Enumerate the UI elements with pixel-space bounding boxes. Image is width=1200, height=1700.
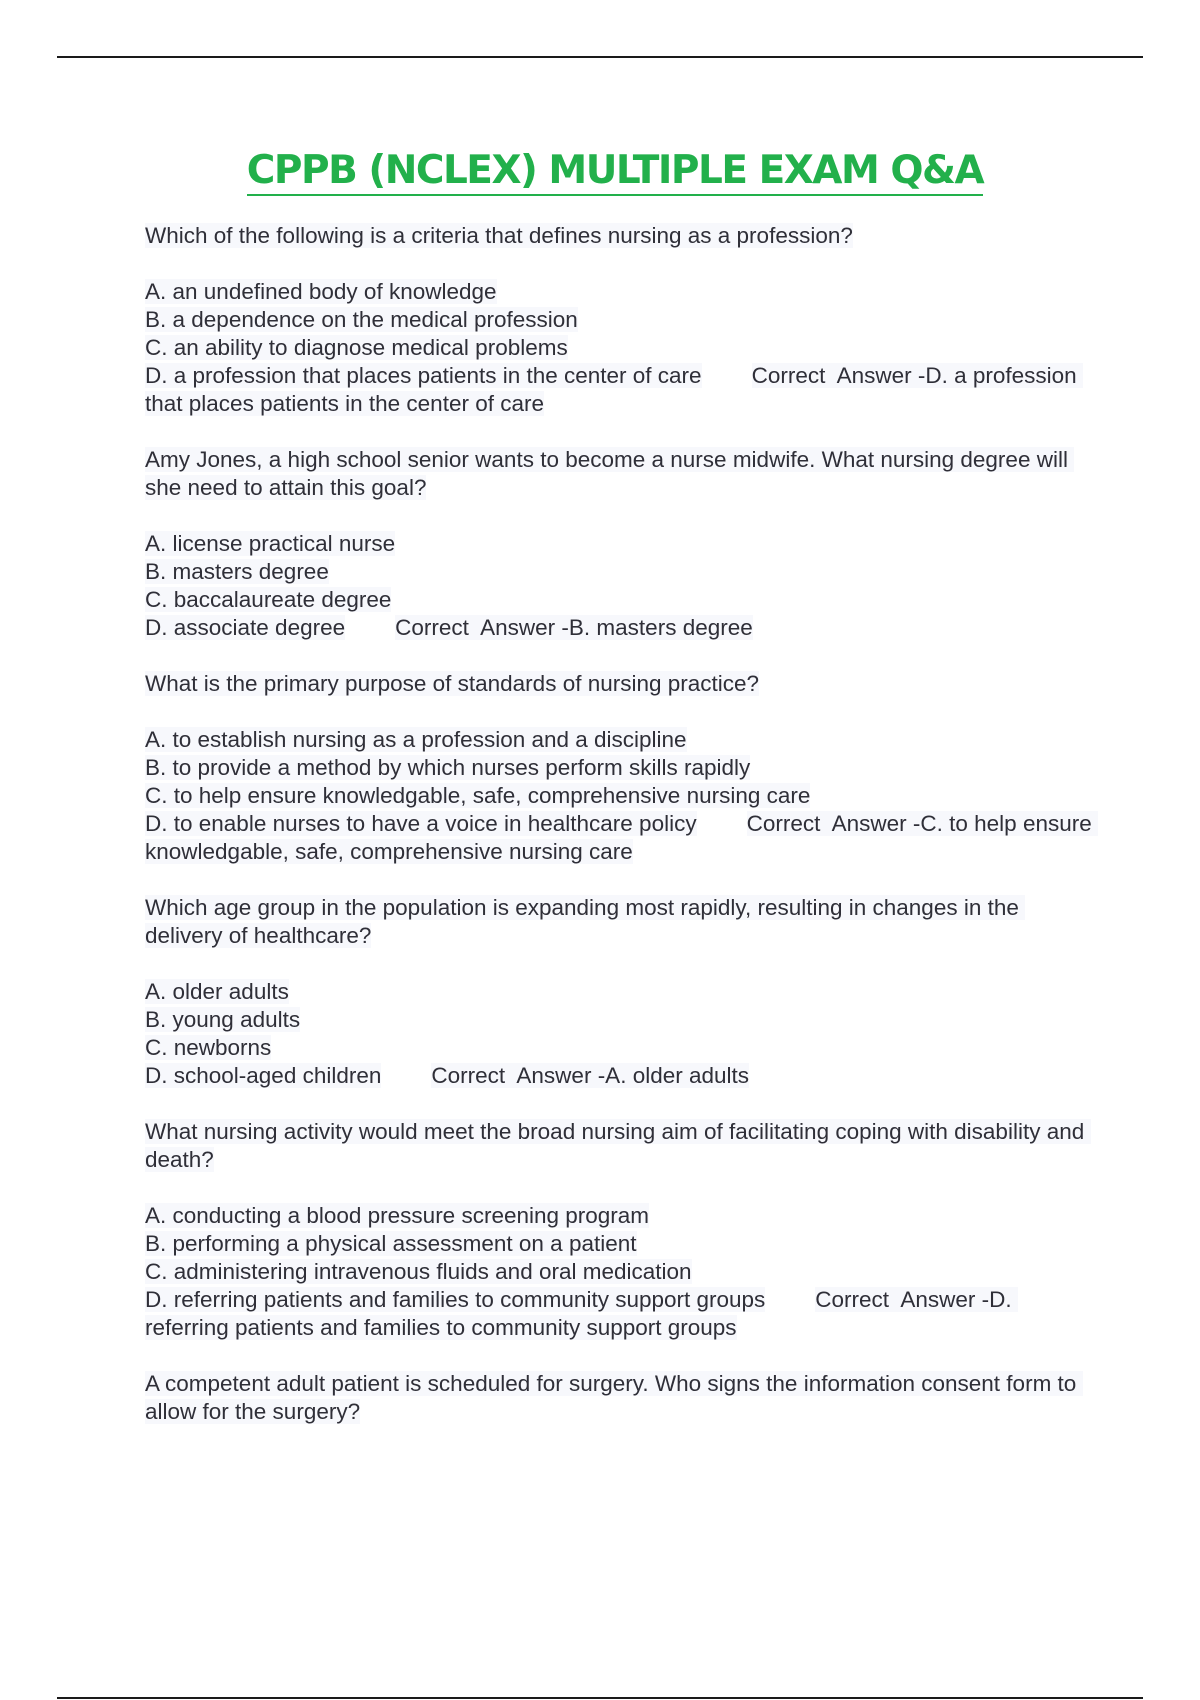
options-list bbox=[145, 726, 1099, 866]
question-text: A competent adult patient is scheduled for surgery. Who signs the information consent form to allow for the surgery? bbox=[145, 1371, 1083, 1424]
qa-item bbox=[145, 894, 1095, 1090]
qa-content bbox=[145, 222, 1099, 1454]
qa-item bbox=[145, 1370, 1095, 1426]
option-d: D. to enable nurses to have a voice in healthcare policy Correct Answer -C. to help ensure knowledgable, safe, comprehensive nursing care bbox=[145, 811, 1099, 864]
header-rule bbox=[57, 56, 1143, 58]
options-list bbox=[145, 1202, 1095, 1342]
correct-answer: Correct Answer -D. referring patients and families to community support groups bbox=[145, 1287, 1018, 1340]
question-text: What nursing activity would meet the broad nursing aim of facilitating coping with disability and death? bbox=[145, 1119, 1091, 1172]
option-a: A. an undefined body of knowledge bbox=[145, 279, 497, 304]
correct-answer: Correct Answer -A. older adults bbox=[431, 1063, 750, 1088]
option-a: A. conducting a blood pressure screening program bbox=[145, 1203, 650, 1228]
qa-item bbox=[145, 670, 1099, 866]
options-list bbox=[145, 278, 1095, 418]
page-title-text: CPPB (NCLEX) MULTIPLE EXAM Q&A bbox=[247, 148, 983, 196]
option-d: D. school-aged children Correct Answer -A. older adults bbox=[145, 1063, 750, 1088]
option-d: D. referring patients and families to community support groups Correct Answer -D. referring patients and families to community support groups bbox=[145, 1287, 1018, 1340]
option-b: B. performing a physical assessment on a patient bbox=[145, 1231, 637, 1256]
qa-item bbox=[145, 222, 1095, 418]
correct-answer: Correct Answer -C. to help ensure knowledgable, safe, comprehensive nursing care bbox=[145, 811, 1099, 864]
qa-item bbox=[145, 446, 1095, 642]
option-c: C. an ability to diagnose medical problems bbox=[145, 335, 568, 360]
correct-answer: Correct Answer -D. a profession that places patients in the center of care bbox=[145, 363, 1083, 416]
option-c: C. baccalaureate degree bbox=[145, 587, 392, 612]
option-c: C. administering intravenous fluids and oral medication bbox=[145, 1259, 692, 1284]
option-d: D. associate degree Correct Answer -B. masters degree bbox=[145, 615, 753, 640]
option-b: B. a dependence on the medical profession bbox=[145, 307, 578, 332]
option-b: B. young adults bbox=[145, 1007, 301, 1032]
question-text: What is the primary purpose of standards of nursing practice? bbox=[145, 671, 760, 696]
option-d: D. a profession that places patients in the center of care Correct Answer -D. a profession that places patients in the center of care bbox=[145, 363, 1083, 416]
options-list bbox=[145, 978, 1095, 1090]
option-c: C. to help ensure knowledgable, safe, comprehensive nursing care bbox=[145, 783, 811, 808]
option-a: A. license practical nurse bbox=[145, 531, 396, 556]
correct-answer: Correct Answer -B. masters degree bbox=[395, 615, 753, 640]
question-text: Which of the following is a criteria that defines nursing as a profession? bbox=[145, 223, 853, 248]
question-text: Which age group in the population is expanding most rapidly, resulting in changes in the delivery of healthcare? bbox=[145, 895, 1026, 948]
option-a: A. to establish nursing as a profession and a discipline bbox=[145, 727, 687, 752]
option-a: A. older adults bbox=[145, 979, 289, 1004]
option-b: B. masters degree bbox=[145, 559, 329, 584]
option-b: B. to provide a method by which nurses perform skills rapidly bbox=[145, 755, 751, 780]
question-text: Amy Jones, a high school senior wants to become a nurse midwife. What nursing degree will she need to attain this goal? bbox=[145, 447, 1075, 500]
page-title bbox=[0, 148, 1200, 193]
qa-item bbox=[145, 1118, 1095, 1342]
footer-rule bbox=[57, 1697, 1143, 1699]
options-list bbox=[145, 530, 1095, 642]
option-c: C. newborns bbox=[145, 1035, 272, 1060]
